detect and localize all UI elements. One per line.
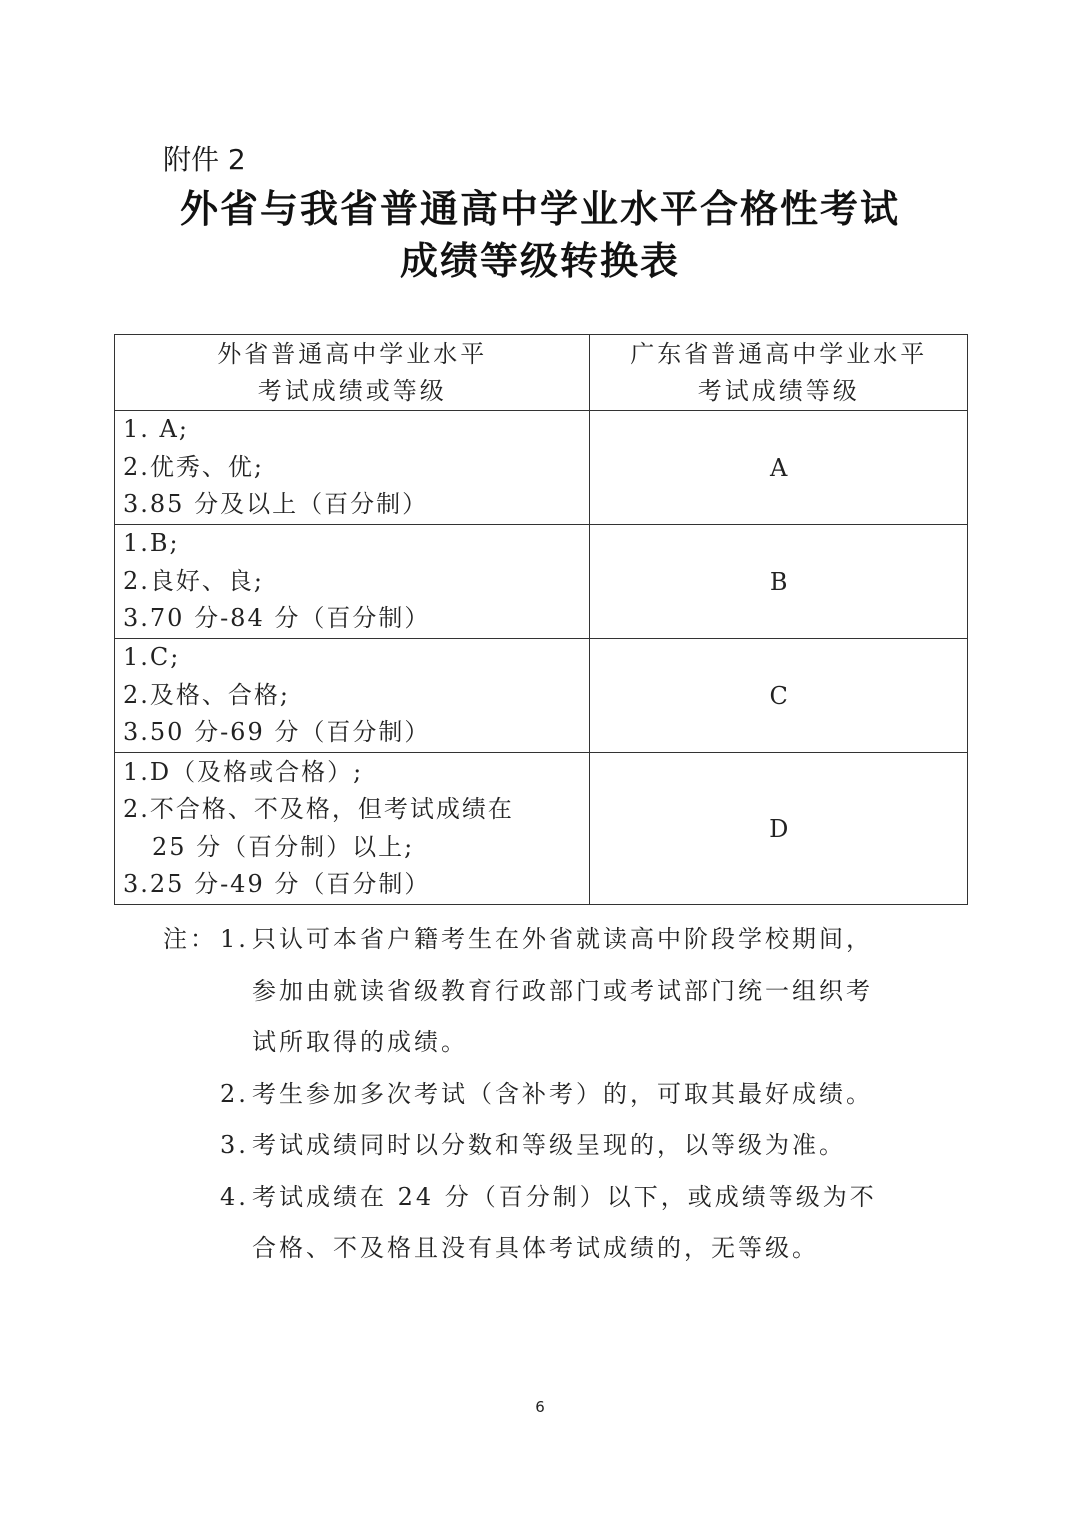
table-row — [115, 525, 968, 639]
table-header-row — [115, 335, 968, 411]
grade-line: 25 分（百分制）以上; — [152, 832, 415, 861]
header-guangdong — [590, 335, 968, 411]
note-item-2 — [163, 1069, 877, 1121]
guangdong-grade-a: A — [590, 411, 968, 525]
header-right-line: 广东省普通高中学业水平 — [630, 339, 928, 368]
note-line: 只认可本省户籍考生在外省就读高中阶段学校期间， — [252, 925, 873, 953]
document-title — [0, 183, 1080, 287]
note-number: 1. — [220, 925, 249, 953]
page-number: 6 — [535, 1398, 545, 1416]
note-number: 3. — [220, 1131, 249, 1159]
table-row — [115, 411, 968, 525]
grade-line: 2.及格、合格; — [123, 680, 290, 709]
note-line: 试所取得的成绩。 — [252, 1028, 468, 1056]
guangdong-grade-c: C — [590, 639, 968, 753]
notes-prefix: 注： — [163, 925, 217, 953]
header-other-province — [115, 335, 590, 411]
other-province-grades-a — [115, 411, 590, 525]
grade-line: 1. A; — [123, 415, 189, 444]
notes-section — [163, 914, 877, 1275]
header-left-line: 考试成绩或等级 — [257, 376, 447, 405]
guangdong-grade-d: D — [590, 753, 968, 905]
note-number: 4. — [220, 1182, 249, 1211]
note-line: 考试成绩同时以分数和等级呈现的，以等级为准。 — [252, 1131, 846, 1159]
grade-line: 1.C; — [123, 643, 181, 672]
note-item-4 — [163, 1172, 877, 1275]
header-left-line: 外省普通高中学业水平 — [217, 339, 488, 368]
note-item-1 — [163, 914, 877, 1069]
table-row — [115, 639, 968, 753]
title-line-2: 成绩等级转换表 — [399, 239, 680, 283]
grade-line: 2.不合格、不及格，但考试成绩在 — [123, 795, 514, 823]
note-number: 2. — [220, 1079, 249, 1108]
note-item-3 — [163, 1120, 877, 1172]
header-right-line: 考试成绩等级 — [697, 376, 860, 405]
grade-line: 1.D（及格或合格）; — [123, 757, 364, 786]
grade-line: 3.50 分-69 分（百分制） — [123, 718, 431, 747]
other-province-grades-c — [115, 639, 590, 753]
grade-line: 3.85 分及以上（百分制） — [123, 490, 429, 519]
grade-line: 3.70 分-84 分（百分制） — [123, 604, 431, 633]
grade-conversion-table — [114, 334, 968, 905]
table-row — [115, 753, 968, 905]
title-line-1: 外省与我省普通高中学业水平合格性考试 — [179, 187, 900, 231]
attachment-label: 附件 2 — [163, 143, 246, 176]
grade-line: 2.良好、良; — [123, 566, 264, 595]
other-province-grades-d — [115, 753, 590, 905]
guangdong-grade-b: B — [590, 525, 968, 639]
note-line: 合格、不及格且没有具体考试成绩的，无等级。 — [252, 1234, 819, 1262]
note-line: 参加由就读省级教育行政部门或考试部门统一组织考 — [252, 976, 873, 1005]
note-line: 考试成绩在 24 分（百分制）以下，或成绩等级为不 — [252, 1182, 877, 1211]
other-province-grades-b — [115, 525, 590, 639]
grade-line: 3.25 分-49 分（百分制） — [123, 870, 431, 898]
grade-line: 1.B; — [123, 529, 180, 558]
grade-line: 2.优秀、优; — [123, 452, 264, 481]
note-line: 考生参加多次考试（含补考）的，可取其最好成绩。 — [252, 1079, 873, 1108]
